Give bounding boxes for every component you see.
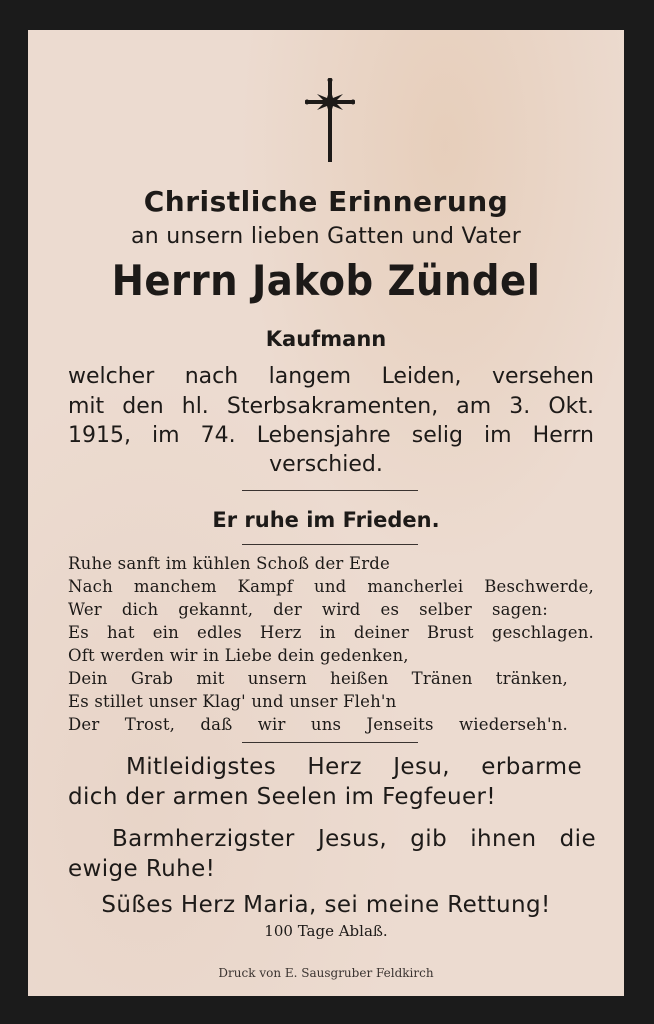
deceased-name: Herrn Jakob Zündel — [111, 256, 541, 305]
prayer-line: Barmherzigster Jesus, gib ihnen die — [112, 826, 596, 852]
verse-line: Nach manchem Kampf und mancherlei Beschwerde, — [68, 577, 594, 596]
memorial-card — [28, 30, 624, 996]
rest-in-peace: Er ruhe im Frieden. — [212, 508, 440, 532]
biography-line: verschied. — [269, 452, 383, 477]
prayer-line: ewige Ruhe! — [68, 856, 216, 882]
verse-line: Der Trost, daß wir uns Jenseits wiederseh'n. — [68, 715, 568, 734]
biography-line: welcher nach langem Leiden, versehen — [68, 364, 594, 389]
verse-line: Dein Grab mit unsern heißen Tränen tränken, — [68, 669, 568, 688]
verse-line: Es hat ein edles Herz in deiner Brust geschlagen. — [68, 623, 594, 642]
prayer-line: Süßes Herz Maria, sei meine Rettung! — [101, 892, 551, 918]
dedication-line: an unsern lieben Gatten und Vater — [130, 224, 522, 249]
indulgence-note: 100 Tage Ablaß. — [264, 922, 388, 940]
verse-line: Es stillet unser Klag' und unser Fleh'n — [68, 692, 397, 711]
verse-line: Oft werden wir in Liebe dein gedenken, — [68, 646, 409, 665]
divider — [242, 544, 418, 545]
printer-imprint: Druck von E. Sausgruber Feldkirch — [218, 966, 434, 980]
prayer-line: Mitleidigstes Herz Jesu, erbarme — [126, 754, 582, 780]
divider — [242, 490, 418, 491]
cross-icon — [305, 78, 355, 166]
biography-line: 1915, im 74. Lebensjahre selig im Herrn — [68, 423, 594, 448]
divider — [242, 742, 418, 743]
occupation: Kaufmann — [265, 327, 387, 351]
biography-line: mit den hl. Sterbsakramenten, am 3. Okt. — [68, 394, 594, 419]
verse-line: Wer dich gekannt, der wird es selber sagen: — [68, 600, 548, 619]
verse-line: Ruhe sanft im kühlen Schoß der Erde — [68, 554, 391, 573]
prayer-line: dich der armen Seelen im Fegfeuer! — [68, 784, 497, 810]
card-heading: Christliche Erinnerung — [143, 185, 509, 218]
